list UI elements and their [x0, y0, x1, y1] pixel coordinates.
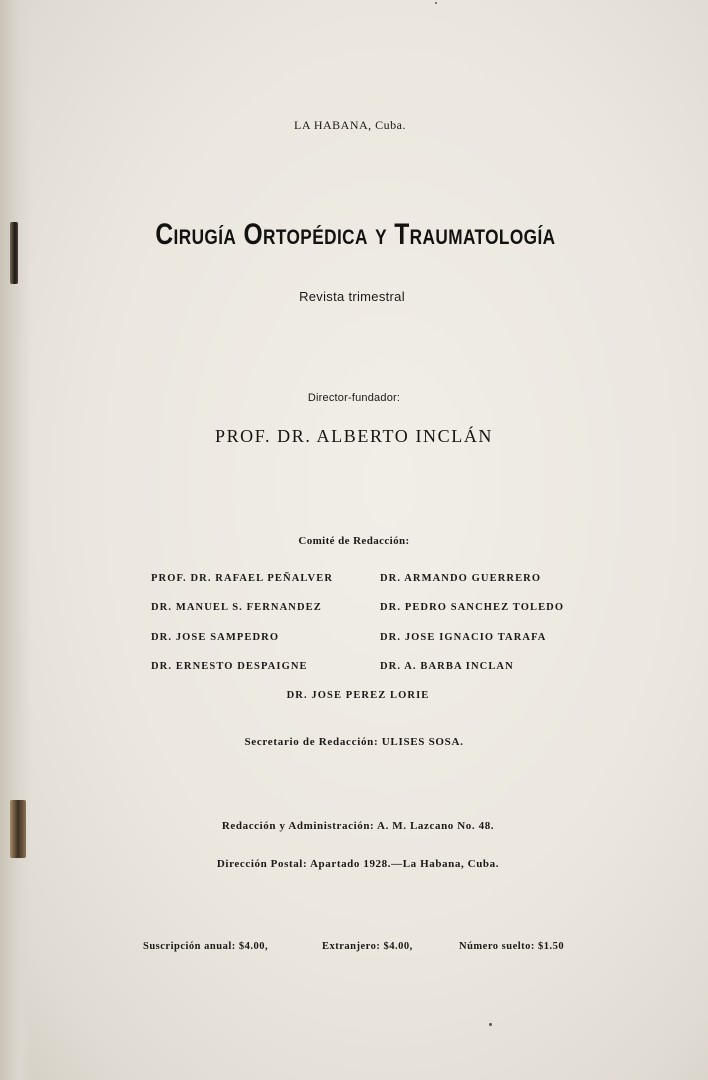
- journal-title: Cirugía Ortopédica y Traumatología: [155, 218, 556, 251]
- committee-member: DR. JOSE IGNACIO TARAFA: [380, 632, 547, 643]
- committee-member: DR. JOSE SAMPEDRO: [151, 632, 280, 643]
- subscription-annual: Suscripción anual: $4.00,: [143, 941, 269, 952]
- paper-speck: [435, 2, 437, 4]
- location-line: LA HABANA, Cuba.: [294, 118, 406, 132]
- committee-member: DR. ERNESTO DESPAIGNE: [151, 661, 308, 672]
- director-name: PROF. DR. ALBERTO INCLÁN: [214, 426, 494, 446]
- committee-member: DR. JOSE PEREZ LORIE: [286, 690, 430, 701]
- committee-member: DR. ARMANDO GUERRERO: [380, 573, 542, 584]
- postal-address: Dirección Postal: Apartado 1928.—La Habana, Cuba.: [216, 858, 500, 870]
- subscription-foreign: Extranjero: $4.00,: [322, 941, 413, 952]
- committee-member: PROF. DR. RAFAEL PEÑALVER: [151, 573, 334, 584]
- committee-member: DR. MANUEL S. FERNANDEZ: [151, 602, 322, 613]
- committee-label: Comité de Redacción:: [298, 535, 410, 547]
- paper-speck: [489, 1023, 492, 1026]
- committee-member: DR. A. BARBA INCLAN: [380, 661, 514, 672]
- subscription-single: Número suelto: $1.50: [459, 941, 565, 952]
- binding-mark: [10, 222, 18, 284]
- secretary-line: Secretario de Redacción: ULISES SOSA.: [244, 736, 464, 748]
- journal-subtitle: Revista trimestral: [299, 289, 405, 304]
- committee-member: DR. PEDRO SANCHEZ TOLEDO: [380, 602, 565, 613]
- director-label: Director-fundador:: [307, 392, 401, 404]
- admin-address: Redacción y Administración: A. M. Lazcano No. 48.: [221, 820, 495, 832]
